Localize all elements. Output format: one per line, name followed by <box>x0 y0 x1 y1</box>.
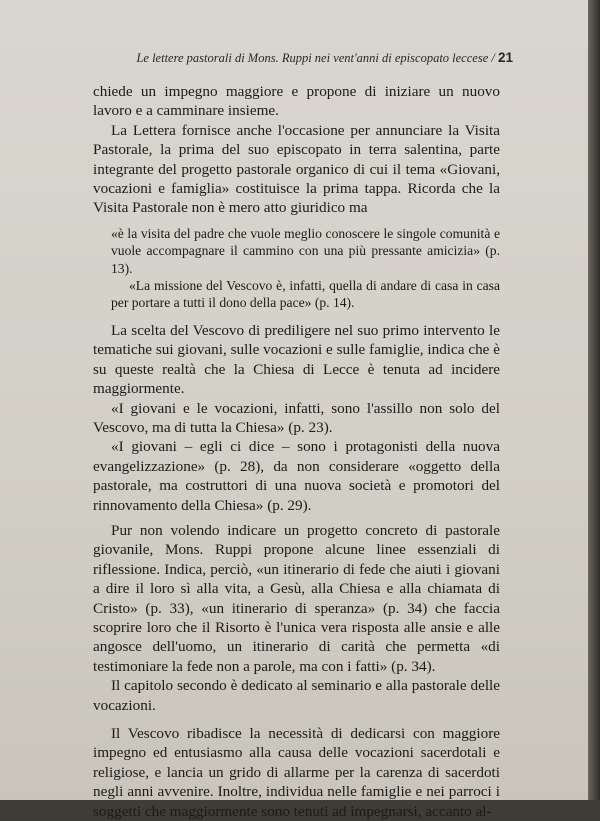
paragraph-4: «I giovani e le vocazioni, infatti, sono l'assillo non solo del Vescovo, ma di tutta la Chiesa» (p. 23). <box>93 399 500 436</box>
page-edge-shadow <box>588 0 600 800</box>
paragraph-6: Pur non volendo indicare un progetto concreto di pastorale giovanile, Mons. Ruppi propone alcune linee essenziali di riflessione. Indica, perciò, «un itinerario di fede che aiuti i giovani a dire il loro sì alla vita, a Gesù, alla Chiesa e alla chiamata di Cristo» (p. 33), «un itinerario di speranza» (p. 34) che faccia scoprire loro che il Risorto è l'unica vera risposta alle ansie e alle angosce dell'uomo, un itinerario di carità che permetta «di testimoniare la fede non a parole, ma con i fatti» (p. 34). <box>93 521 500 675</box>
paragraph-3: La scelta del Vescovo di prediligere nel suo primo intervento le tematiche sui giovani, sulle vocazioni e sulle famiglie, indica che è su queste realtà che la Chiesa di Lecce è tenuta ad incidere maggiormente. <box>93 321 500 398</box>
running-title: Le lettere pastorali di Mons. Ruppi nei vent'anni di episcopato leccese / <box>136 51 495 65</box>
running-header <box>0 50 513 66</box>
quote-2: «La missione del Vescovo è, infatti, quella di andare di casa in casa per portare a tutti il dono della pace» (p. 14). <box>111 278 500 311</box>
page-number: 21 <box>497 50 513 65</box>
paragraph-7: Il capitolo secondo è dedicato al seminario e alla pastorale delle vocazioni. <box>93 677 500 714</box>
paragraph-8: Il Vescovo ribadisce la necessità di dedicarsi con maggiore impegno ed entusiasmo alla causa delle vocazioni sacerdotali e religiose, e lancia un grido di allarme per la carenza di sacerdoti negli anni avvenire. Inoltre, individua nelle famiglie e nei parroci i soggetti che maggiormente sono tenuti ad impegnarsi, accanto al- <box>93 725 500 820</box>
paragraph-2: La Lettera fornisce anche l'occasione per annunciare la Visita Pastorale, la prima del suo episcopato in terra salentina, parte integrante del progetto pastorale organico di cui il tema «Giovani, vocazioni e famiglia» costituisce la prima tappa. Ricorda che la Visita Pastorale non è mero atto giuridico ma <box>93 121 500 217</box>
quote-1: «è la visita del padre che vuole meglio conoscere le singole comunità e vuole accompagnare il cammino con una più pressante amicizia» (p. 13). <box>111 225 500 276</box>
paragraph-5: «I giovani – egli ci dice – sono i protagonisti della nuova evangelizzazione» (p. 28), da non considerare «oggetto della pastorale, ma costruttori di una nuova società e promotori del rinnovamento della Chiesa» (p. 29). <box>93 438 500 514</box>
body-text <box>93 82 500 821</box>
paragraph-1: chiede un impegno maggiore e propone di iniziare un nuovo lavoro e a camminare insieme. <box>93 83 500 120</box>
block-quote <box>111 225 500 312</box>
